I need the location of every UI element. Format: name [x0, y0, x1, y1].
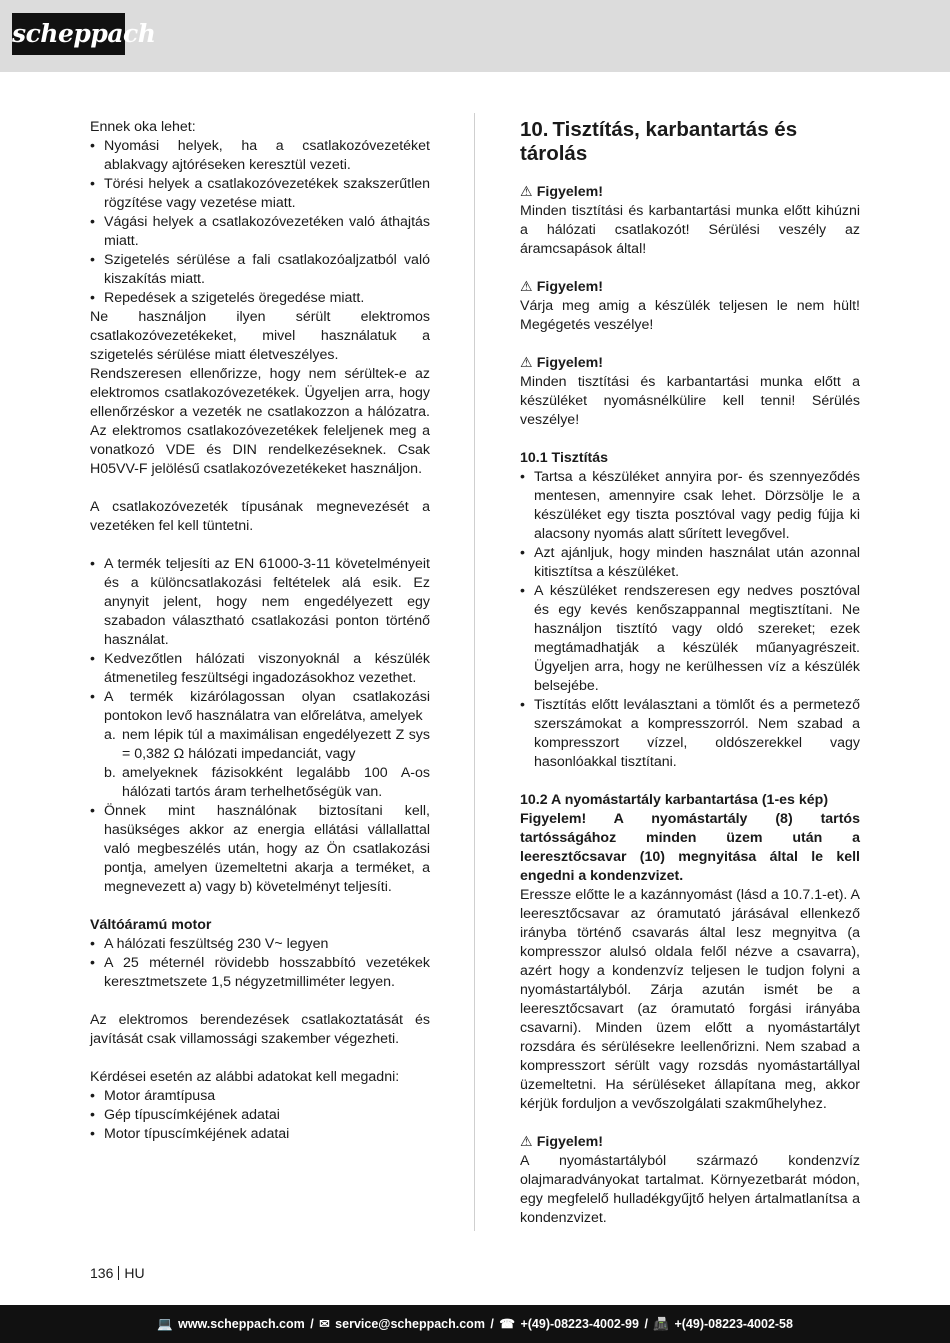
warning-icon: ⚠ — [520, 279, 533, 295]
subsection-heading: 10.2 A nyomástartály karbantartása (1-es kép) — [520, 792, 829, 808]
paragraph: Ne használjon ilyen sérült elektromos csatlakozóvezetékeket, mivel használatuk a szigetelés sérülése miatt életveszélyes. — [90, 309, 430, 363]
list-item: • Repedések a szigetelés öregedése miatt. — [90, 289, 430, 308]
list-item: • Szigetelés sérülése a fali csatlakozóaljzatból való kiszakítás miatt. — [90, 251, 430, 289]
list-item: • A 25 méternél rövidebb hosszabbító vezetékek keresztmetszete 1,5 négyzetmilliméter legyen. — [90, 954, 430, 992]
paragraph: A nyomástartályból származó kondenzvíz olajmaradványokat tartalmat. Környezetbarát módon, egy megfelelő hulladékgyűjtő helyen ártalmatlanítsa a kondenzvizet. — [520, 1153, 860, 1226]
list-item: • Törési helyek a csatlakozóvezetékek szakszerűtlen rögzítése vagy vezetése miatt. — [90, 175, 430, 213]
warning-icon: ⚠ — [520, 1134, 533, 1150]
warning-icon: ⚠ — [520, 184, 533, 200]
sub-list-item — [90, 764, 430, 802]
paragraph: Rendszeresen ellenőrizze, hogy nem sérültek-e az elektromos csatlakozóvezetékek. Ügyeljen arra, hogy ellenőrzéskor a vezeték ne csatlakozzon a hálózatra. Az elektromos csatlakozóvezetékek feleljenek meg a vonatkozó VDE és DIN rendelkezéseknek. Csak H05VV-F jelölésű csatlakozóvezetékeket használjon. — [90, 366, 430, 477]
list-item: • Vágási helyek a csatlakozóvezetéken való áthajtás miatt. — [90, 213, 430, 251]
mail-icon: ✉ — [319, 1317, 330, 1331]
computer-icon: 💻 — [157, 1317, 173, 1331]
section-title — [520, 118, 860, 166]
subsection-heading: 10.1 Tisztítás — [520, 450, 609, 466]
header-bar — [0, 0, 950, 72]
causes-intro: Ennek oka lehet: — [90, 119, 196, 135]
sub-list-marker: b. — [104, 765, 116, 781]
page-language: HU — [124, 1265, 145, 1281]
warning-heading: ⚠ Figyelem! — [520, 184, 603, 200]
left-column — [90, 118, 430, 1144]
footer-bar — [0, 1305, 950, 1343]
footer-separator: / — [644, 1317, 648, 1331]
paragraph-bold: Figyelem! A nyomástartály (8) tartós tartósságához minden üzem után a leeresztőcsavar (10) megnyitása által le kell engedni a kondenzvizet. — [520, 811, 860, 884]
list-item: • Gép típuscímkéjének adatai — [90, 1106, 430, 1125]
footer-fax: +(49)-08223-4002-58 — [674, 1317, 793, 1331]
fax-icon: 📠 — [653, 1317, 669, 1331]
paragraph: Minden tisztítási és karbantartási munka előtt a készüléket nyomásnélkülire kell tenni! Sérülés veszélye! — [520, 374, 860, 428]
footer-separator: / — [490, 1317, 494, 1331]
footer-website-link[interactable]: www.scheppach.com — [178, 1317, 305, 1331]
list-item: • A termék kizárólagossan olyan csatlakozási pontokon levő használatra van előrelátva, amelyek — [90, 688, 430, 726]
paragraph: A csatlakozóvezeték típusának megnevezését a vezetéken fel kell tüntetni. — [90, 499, 430, 534]
section-heading: Váltóáramú motor — [90, 917, 212, 933]
sub-list-item — [90, 726, 430, 764]
section-title-text: Tisztítás, karbantartás és tárolás — [520, 118, 798, 165]
warning-icon: ⚠ — [520, 355, 533, 371]
sub-list-text: nem lépik túl a maximálisan engedélyezett Z sys = 0,382 Ω hálózati impedanciát, vagy — [122, 727, 430, 762]
list-item: • Nyomási helyek, ha a csatlakozóvezetéket ablakvagy ajtóréseken keresztül vezeti. — [90, 137, 430, 175]
page-number — [90, 1265, 145, 1281]
phone-icon: ☎ — [499, 1317, 515, 1331]
warning-heading: ⚠ Figyelem! — [520, 1134, 603, 1150]
paragraph: Kérdései esetén az alábbi adatokat kell megadni: — [90, 1069, 400, 1085]
list-item: • Tisztítás előtt leválasztani a tömlőt és a permetező szerszámokat a kompresszorról. Nem szabad a kompresszort vízzel, oldószerekkel vagy hasonlóakkal tisztítani. — [520, 696, 860, 772]
list-item: • Motor típuscímkéjének adatai — [90, 1125, 430, 1144]
list-item: • Kedvezőtlen hálózati viszonyoknál a készülék átmenetileg feszültségi ingadozásokhoz vezethet. — [90, 650, 430, 688]
page-number-separator — [118, 1266, 119, 1280]
list-item: • A készüléket rendszeresen egy nedves posztóval és egy kevés kenőszappannal megtisztítani. Ne használjon tisztító vagy oldó szereket; ezek megtámadhatják a készülék műanyagrészeit. Ügyeljen arra, hogy ne kerülhessen víz a készülék belsejébe. — [520, 582, 860, 696]
list-item: • Motor áramtípusa — [90, 1087, 430, 1106]
page-number-value: 136 — [90, 1265, 114, 1281]
paragraph: Eressze előtte le a kazánnyomást (lásd a 10.7.1-et). A leeresztőcsavar az óramutató járásával ellenkező irányba történő csavarás által lesz megnyitva (a kompresszor alulsó oldala felől nézve a csavarra), azért hogy a kondenzvíz teljesen le tudjon folyni a nyomástartályból. Zárja azután ismét be a leeresztőcsavart (az óramutató forgási irányába csavarni). Minden üzem előtt a nyomástartályt rozsdára és sérülésekre leellenőrizni. Nem szabad a kompresszort sérült vagy rozsdás nyomástartállyal üzemeltetni. Ha sérüléseket állapítana meg, akkor kérjük forduljon a vevőszolgálati szakműhelyhez. — [520, 887, 860, 1112]
list-item: • Önnek mint használónak biztosítani kell, hasükséges akkor az energia ellátási vállallattal való megbeszélés után, hogy az Ön csatlakozási pontja, amelyen üzemeltetni akarja a terméket, a megnevezett a) vagy b) követelményt teljesíti. — [90, 802, 430, 897]
footer-email-link[interactable]: service@scheppach.com — [335, 1317, 485, 1331]
footer-phone: +(49)-08223-4002-99 — [520, 1317, 639, 1331]
section-number: 10. — [520, 118, 549, 141]
list-item: • Azt ajánljuk, hogy minden használat után azonnal kitisztítsa a készüléket. — [520, 544, 860, 582]
list-item: • Tartsa a készüléket annyira por- és szennyeződés mentesen, amennyire csak lehet. Dörzsölje le a készüléket egy tiszta posztóval vagy pedig fújja ki alacsony nyomás alatt sűrített levegővel. — [520, 468, 860, 544]
scheppach-logo: scheppach — [12, 13, 125, 55]
warning-heading: ⚠ Figyelem! — [520, 279, 603, 295]
paragraph: Az elektromos berendezések csatlakoztatását és javítását csak villamossági szakember végezheti. — [90, 1012, 430, 1047]
right-column — [520, 118, 860, 1228]
footer-separator: / — [310, 1317, 314, 1331]
sub-list-text: amelyeknek fázisokként legalább 100 A-os hálózati tartós áram terhelhetőségük van. — [122, 765, 430, 800]
sub-list-marker: a. — [104, 727, 116, 743]
list-item: • A termék teljesíti az EN 61000-3-11 követelményeit és a különcsatlakozási feltételek alá esik. Ez anynyit jelent, hogy nem engedélyezett egy szabadon választható csatlakozási ponton történő használat. — [90, 555, 430, 650]
paragraph: Várja meg amig a készülék teljesen le nem hült! Megégetés veszélye! — [520, 298, 860, 333]
column-divider — [474, 113, 475, 1231]
warning-heading: ⚠ Figyelem! — [520, 355, 603, 371]
paragraph: Minden tisztítási és karbantartási munka előtt kihúzni a hálózati csatlakozót! Sérülési veszély az áramcsapások által! — [520, 203, 860, 257]
list-item: • A hálózati feszültség 230 V~ legyen — [90, 935, 430, 954]
